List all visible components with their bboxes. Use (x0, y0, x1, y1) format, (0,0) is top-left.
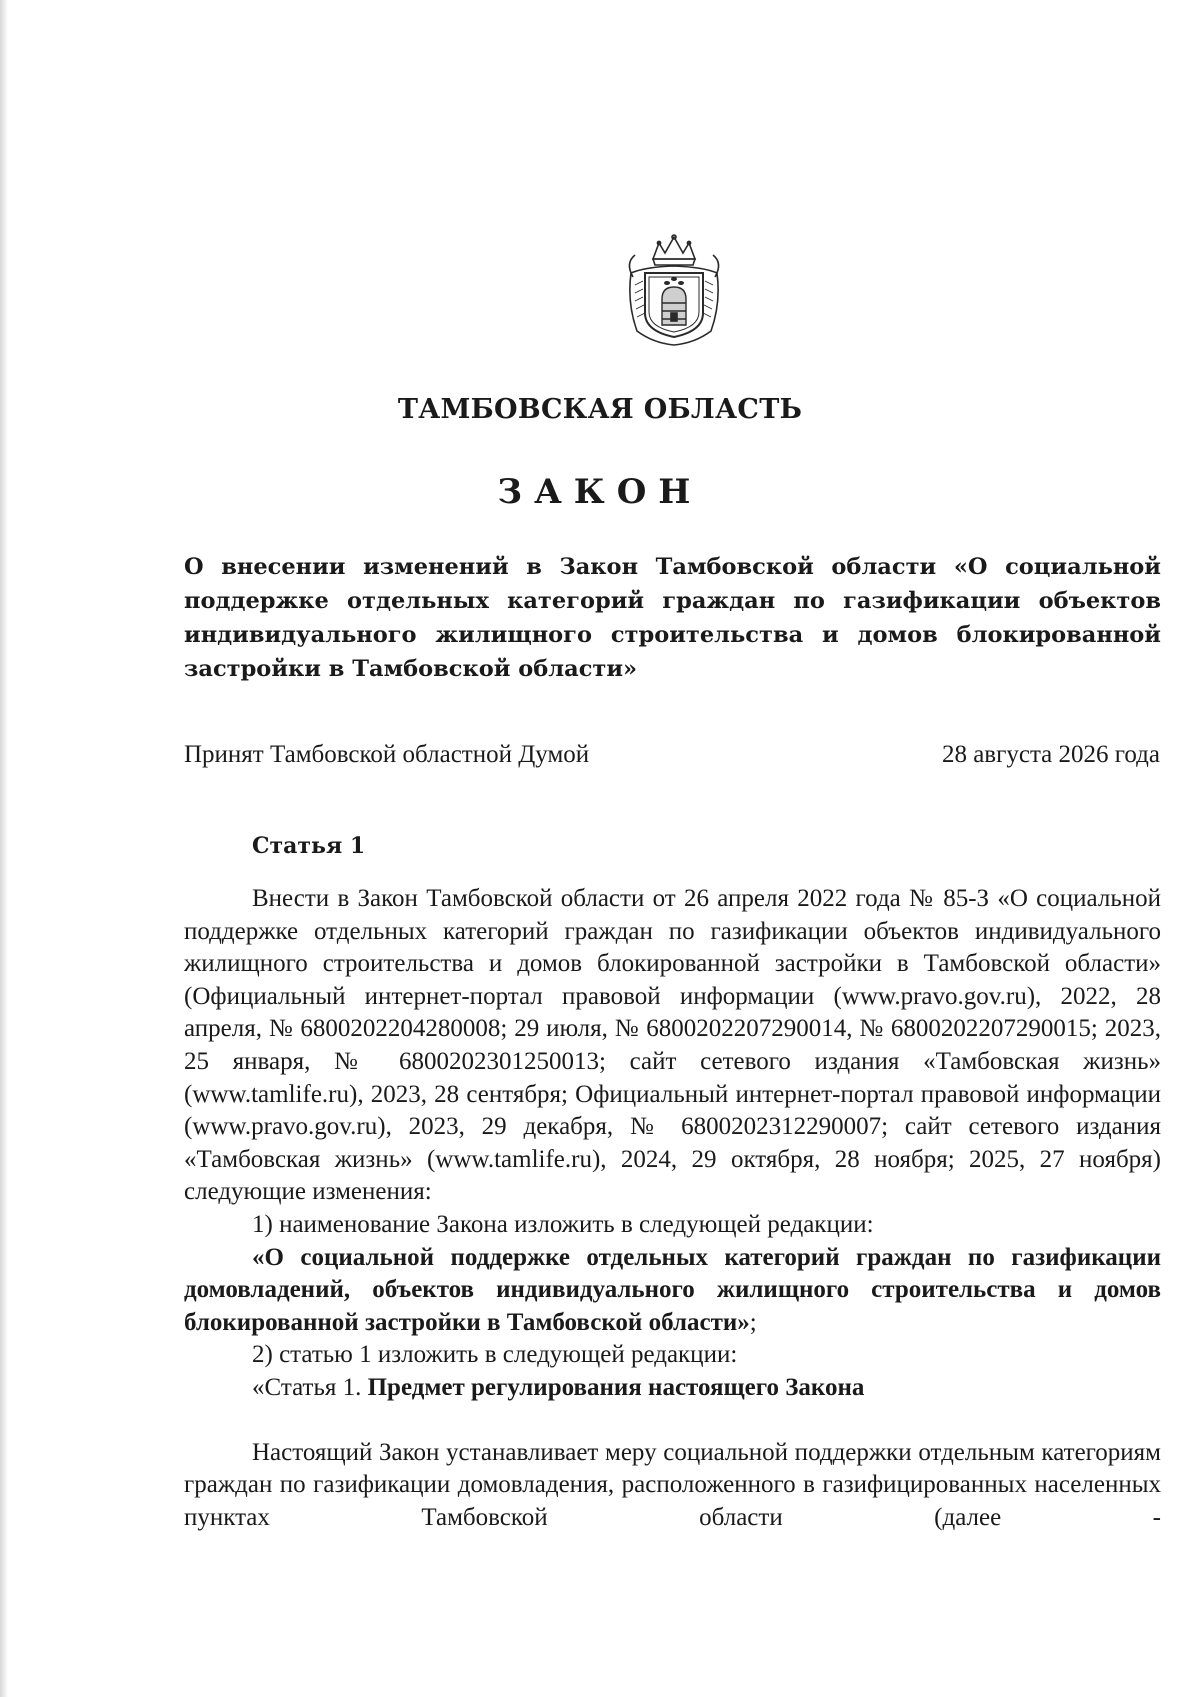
article-heading: Статья 1 (252, 833, 366, 859)
adopted-by: Принят Тамбовской областной Думой (184, 741, 590, 768)
document-type-heading: ЗАКОН (497, 472, 703, 512)
article-intro-paragraph: Внести в Закон Тамбовской области от 26 апреля 2022 года № 85-З «О социальной поддержке отдельных категорий граждан по газификации объектов индивидуального жилищного строительства и домов блокированной застройки в Тамбовской области» (Официальный интернет-портал правовой информации (www.pravo.gov.ru), 2022, 28 апреля, № 6800202204280008; 29 июля, № 6800202207290014, № 6800202207290015; 2023, 25 января, № 6800202301250013; сайт сетевого издания «Тамбовская жизнь» (www.tamlife.ru), 2023, 28 сентября; Официальный интернет-портал правовой информации (www.pravo.gov.ru), 2023, 29 декабря, № 6800202312290007; сайт сетевого издания «Тамбовская жизнь» (www.tamlife.ru), 2024, 29 октября, 28 ноября; 2025, 27 ноября) следующие изменения: (184, 885, 1161, 1206)
article-1-subject-heading: Предмет регулирования настоящего Закона (367, 1373, 865, 1401)
amendment-item-2-heading (184, 1372, 1161, 1405)
article-1-prefix: «Статья 1. (252, 1373, 368, 1401)
coat-of-arms-icon (623, 233, 725, 348)
article-1-paragraph: Настоящий Закон устанавливает меру социальной поддержки отдельным категориям граждан по газификации домовладения, расположенного в газифицированных населенных пунктах Тамбовской области (далее - (184, 1438, 1161, 1531)
amendment-item-1: 1) наименование Закона изложить в следующей редакции: (252, 1210, 874, 1238)
amendment-item-1-text (184, 1242, 1161, 1340)
article-body (184, 883, 1161, 1534)
scan-edge (0, 0, 8, 1697)
item-1-terminator: ; (749, 1308, 757, 1336)
paragraph-gap (184, 1405, 1161, 1437)
region-heading: ТАМБОВСКАЯ ОБЛАСТЬ (397, 394, 803, 425)
amendment-item-2: 2) статью 1 изложить в следующей редакции: (252, 1341, 738, 1369)
adoption-date: 28 августа 2026 года (941, 741, 1160, 768)
new-law-name: «О социальной поддержке отдельных категорий граждан по газификации домовладений, объектов индивидуального жилищного строительства и домов блокированной застройки в Тамбовской области» (184, 1243, 1161, 1336)
law-title: О внесении изменений в Закон Тамбовской области «О социальной поддержке отдельных категорий граждан по газификации объектов индивидуального жилищного строительства и домов блокированной застройки в Тамбовской области» (184, 554, 1161, 682)
